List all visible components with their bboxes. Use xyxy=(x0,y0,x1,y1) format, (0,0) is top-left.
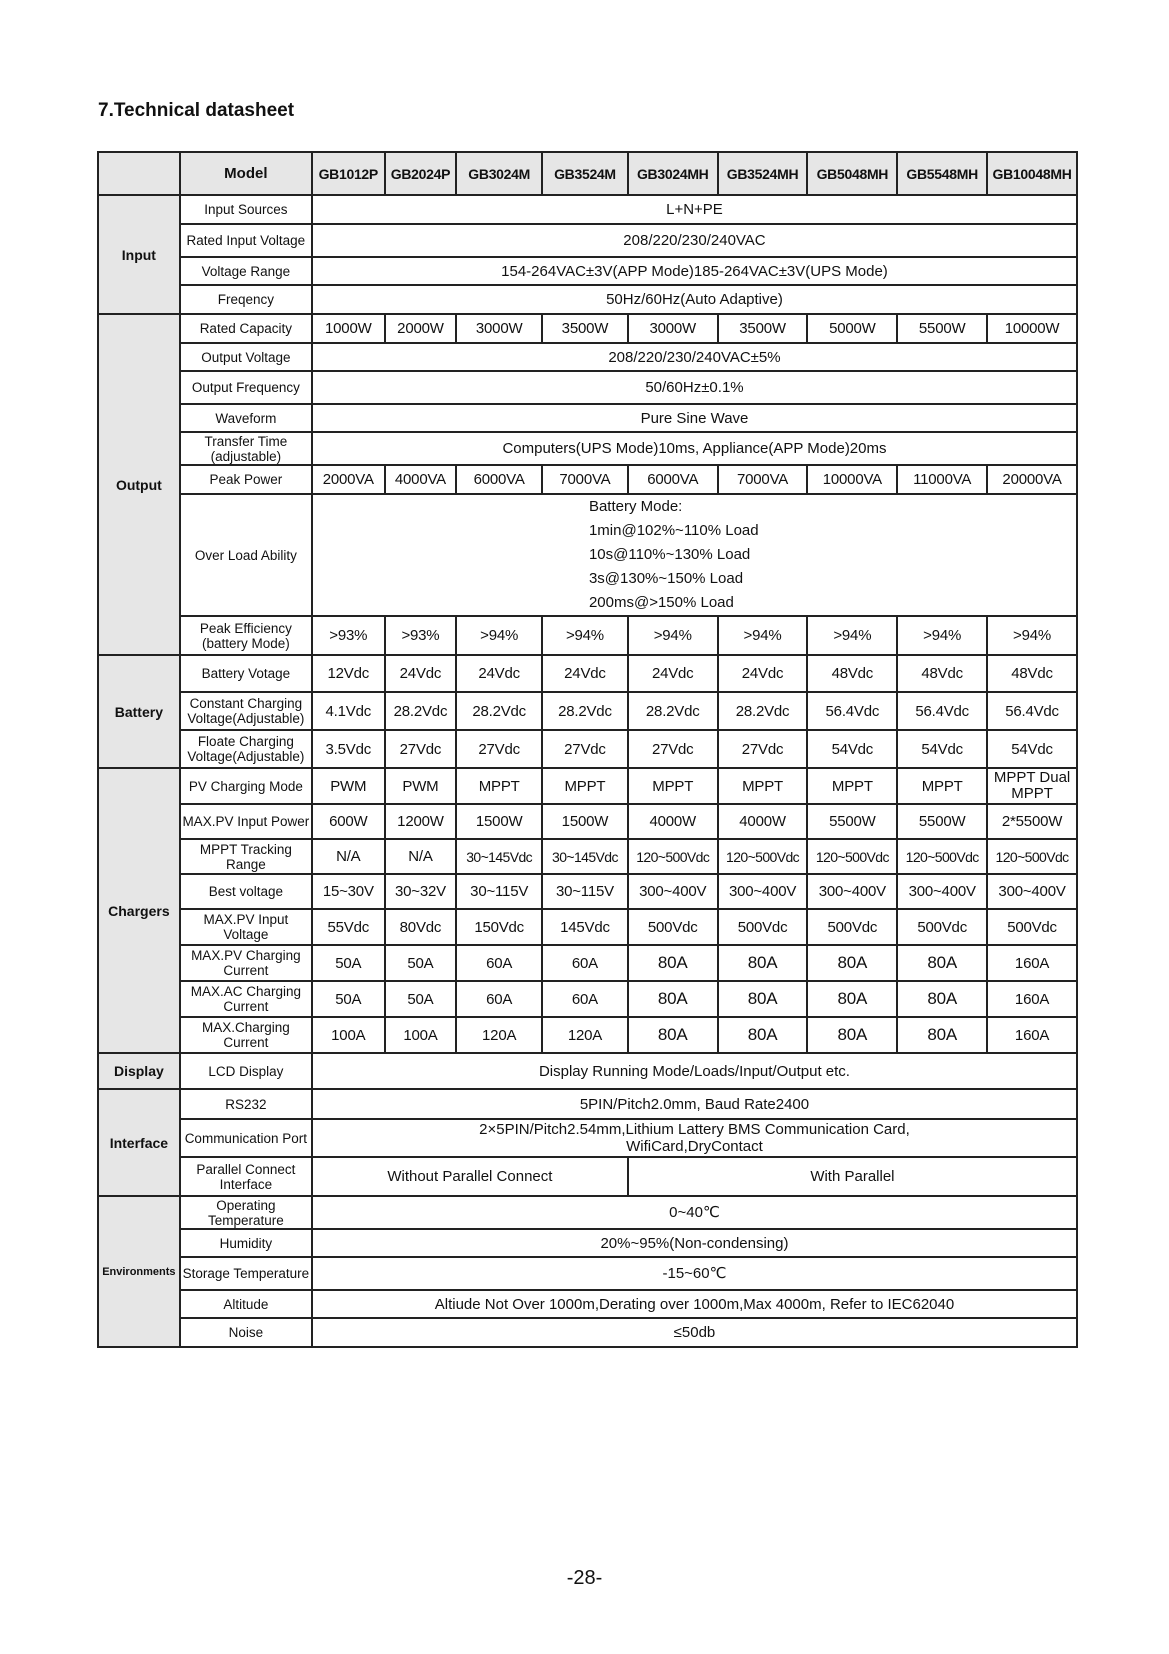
spec-value: 160A xyxy=(987,945,1077,981)
spec-value: 27Vdc xyxy=(542,730,628,768)
spec-value: ≤50db xyxy=(312,1318,1077,1347)
page-number: -28- xyxy=(566,1567,603,1589)
spec-value: 54Vdc xyxy=(807,730,897,768)
spec-value: >94% xyxy=(628,616,718,655)
param-label: MAX.PV Input Power xyxy=(180,804,312,839)
spec-value: Without Parallel Connect xyxy=(312,1157,628,1196)
voltage-range-row xyxy=(98,257,1077,285)
spec-value: 80A xyxy=(718,945,808,981)
param-label: Output Voltage xyxy=(180,343,312,371)
spec-value: 10000W xyxy=(987,314,1077,343)
output-frequency-row xyxy=(98,371,1077,404)
spec-value: >93% xyxy=(312,616,385,655)
rs232-row xyxy=(98,1089,1077,1119)
spec-value: PWM xyxy=(385,768,457,804)
spec-value: 3000W xyxy=(456,314,542,343)
spec-value: 80A xyxy=(718,1017,808,1053)
waveform-row xyxy=(98,404,1077,432)
spec-value: With Parallel xyxy=(628,1157,1077,1196)
spec-value: 5000W xyxy=(807,314,897,343)
comm-line: WifiCard,DryContact xyxy=(626,1138,763,1155)
output-voltage-row xyxy=(98,343,1077,371)
spec-value: 10000VA xyxy=(807,465,897,494)
spec-value: 150Vdc xyxy=(456,909,542,945)
spec-value: 28.2Vdc xyxy=(456,692,542,730)
spec-value: 3500W xyxy=(718,314,808,343)
spec-value: Altiude Not Over 1000m,Derating over 1000m,Max 4000m, Refer to IEC62040 xyxy=(312,1290,1077,1318)
spec-value: 3.5Vdc xyxy=(312,730,385,768)
param-label: Humidity xyxy=(180,1229,312,1257)
param-label: Operating Temperature xyxy=(180,1196,312,1229)
spec-value: 300~400V xyxy=(718,874,808,909)
spec-value: 300~400V xyxy=(628,874,718,909)
spec-value: 208/220/230/240VAC±5% xyxy=(312,343,1077,371)
model-name: GB1012P xyxy=(312,152,385,195)
section-output: Output xyxy=(98,314,180,655)
spec-value: 48Vdc xyxy=(987,655,1077,692)
spec-value: 120A xyxy=(456,1017,542,1053)
constant-charging-row xyxy=(98,692,1077,730)
spec-value: Pure Sine Wave xyxy=(312,404,1077,432)
param-label: Rated Input Voltage xyxy=(180,224,312,257)
spec-value: -15~60℃ xyxy=(312,1257,1077,1290)
param-label: Noise xyxy=(180,1318,312,1347)
param-label: MAX.PV Input Voltage xyxy=(180,909,312,945)
spec-value: 3500W xyxy=(542,314,628,343)
spec-value: 20%~95%(Non-condensing) xyxy=(312,1229,1077,1257)
spec-value: 24Vdc xyxy=(385,655,457,692)
section-interface: Interface xyxy=(98,1089,180,1196)
spec-value: 80A xyxy=(718,981,808,1017)
spec-value: 2*5500W xyxy=(987,804,1077,839)
param-label: Storage Temperature xyxy=(180,1257,312,1290)
param-label: MPPT Tracking Range xyxy=(180,839,312,874)
spec-value: 5PIN/Pitch2.0mm, Baud Rate2400 xyxy=(312,1089,1077,1119)
spec-value: >93% xyxy=(385,616,457,655)
peak-power-row xyxy=(98,465,1077,494)
spec-value: 600W xyxy=(312,804,385,839)
spec-value: MPPT xyxy=(456,768,542,804)
spec-value: 80A xyxy=(807,981,897,1017)
spec-value: MPPT Dual MPPT xyxy=(987,768,1077,804)
spec-value: 5500W xyxy=(897,314,987,343)
spec-value: 5500W xyxy=(897,804,987,839)
spec-value: 50Hz/60Hz(Auto Adaptive) xyxy=(312,285,1077,314)
spec-value: N/A xyxy=(385,839,457,874)
best-voltage-row xyxy=(98,874,1077,909)
over-load-line: 1min@102%~110% Load xyxy=(588,522,759,539)
spec-value: 120~500Vdc xyxy=(628,839,718,874)
spec-value: 2000W xyxy=(385,314,457,343)
spec-value: 27Vdc xyxy=(718,730,808,768)
over-load-line: 200ms@>150% Load xyxy=(588,594,734,611)
spec-value: 7000VA xyxy=(718,465,808,494)
over-load-line: 10s@110%~130% Load xyxy=(588,546,751,563)
spec-value: 48Vdc xyxy=(807,655,897,692)
param-label: Rated Capacity xyxy=(180,314,312,343)
communication-port-row xyxy=(98,1119,1077,1157)
spec-value: 5500W xyxy=(807,804,897,839)
param-label: Over Load Ability xyxy=(180,494,312,616)
spec-value: 30~145Vdc xyxy=(542,839,628,874)
param-label: Voltage Range xyxy=(180,257,312,285)
operating-temperature-row xyxy=(98,1196,1077,1229)
spec-value: N/A xyxy=(312,839,385,874)
model-name: GB5048MH xyxy=(807,152,897,195)
spec-value: 12Vdc xyxy=(312,655,385,692)
spec-value: 60A xyxy=(456,945,542,981)
spec-value: 6000VA xyxy=(456,465,542,494)
section-input: Input xyxy=(98,195,180,314)
spec-value: 28.2Vdc xyxy=(542,692,628,730)
spec-value: 24Vdc xyxy=(542,655,628,692)
spec-value: 300~400V xyxy=(897,874,987,909)
spec-value: 0~40℃ xyxy=(312,1196,1077,1229)
model-header-row xyxy=(98,152,1077,195)
spec-value: >94% xyxy=(987,616,1077,655)
max-pv-input-power-row xyxy=(98,804,1077,839)
param-label: Communication Port xyxy=(180,1119,312,1157)
model-name: GB5548MH xyxy=(897,152,987,195)
header-corner xyxy=(98,152,180,195)
spec-value: 27Vdc xyxy=(385,730,457,768)
param-label: RS232 xyxy=(180,1089,312,1119)
spec-value: 120~500Vdc xyxy=(807,839,897,874)
section-display: Display xyxy=(98,1053,180,1089)
spec-value: >94% xyxy=(718,616,808,655)
param-label: Waveform xyxy=(180,404,312,432)
spec-value: Computers(UPS Mode)10ms, Appliance(APP Mode)20ms xyxy=(312,432,1077,465)
altitude-row xyxy=(98,1290,1077,1318)
spec-value: 30~115V xyxy=(542,874,628,909)
max-charging-current-row xyxy=(98,1017,1077,1053)
spec-value: 24Vdc xyxy=(628,655,718,692)
spec-value: 4.1Vdc xyxy=(312,692,385,730)
parallel-connect-row xyxy=(98,1157,1077,1196)
rated-input-voltage-row xyxy=(98,224,1077,257)
spec-value: 100A xyxy=(312,1017,385,1053)
spec-value: 160A xyxy=(987,1017,1077,1053)
param-label: Input Sources xyxy=(180,195,312,224)
spec-value: 4000W xyxy=(718,804,808,839)
spec-value: 300~400V xyxy=(987,874,1077,909)
technical-datasheet-table xyxy=(97,151,1078,1348)
param-label: Altitude xyxy=(180,1290,312,1318)
spec-value: 30~32V xyxy=(385,874,457,909)
over-load-line: 3s@130%~150% Load xyxy=(588,570,744,587)
section-chargers: Chargers xyxy=(98,768,180,1053)
spec-value: 7000VA xyxy=(542,465,628,494)
param-label: LCD Display xyxy=(180,1053,312,1089)
over-load-ability-row xyxy=(98,494,1077,616)
spec-value: 56.4Vdc xyxy=(987,692,1077,730)
model-name: GB10048MH xyxy=(987,152,1077,195)
spec-value: 28.2Vdc xyxy=(718,692,808,730)
spec-value: 27Vdc xyxy=(456,730,542,768)
param-label: Peak Power xyxy=(180,465,312,494)
param-label: Peak Efficiency (battery Mode) xyxy=(180,616,312,655)
spec-value: 50A xyxy=(312,981,385,1017)
spec-value: 27Vdc xyxy=(628,730,718,768)
spec-value: 80A xyxy=(897,981,987,1017)
page-title: 7.Technical datasheet xyxy=(98,100,295,121)
spec-value: 1200W xyxy=(385,804,457,839)
param-label: Parallel Connect Interface xyxy=(180,1157,312,1196)
spec-value: 500Vdc xyxy=(807,909,897,945)
mppt-tracking-range-row xyxy=(98,839,1077,874)
spec-value: >94% xyxy=(542,616,628,655)
max-pv-input-voltage-row xyxy=(98,909,1077,945)
spec-value: 28.2Vdc xyxy=(628,692,718,730)
lcd-display-row xyxy=(98,1053,1077,1089)
model-name: GB3524MH xyxy=(718,152,808,195)
param-label: MAX.AC Charging Current xyxy=(180,981,312,1017)
param-label: Battery Votage xyxy=(180,655,312,692)
section-battery: Battery xyxy=(98,655,180,768)
param-label: PV Charging Mode xyxy=(180,768,312,804)
spec-value: 80A xyxy=(628,945,718,981)
max-ac-charging-current-row xyxy=(98,981,1077,1017)
spec-value: 120~500Vdc xyxy=(987,839,1077,874)
spec-value: MPPT xyxy=(897,768,987,804)
spec-value: PWM xyxy=(312,768,385,804)
spec-value: L+N+PE xyxy=(312,195,1077,224)
spec-value: 54Vdc xyxy=(987,730,1077,768)
comm-line: 2×5PIN/Pitch2.54mm,Lithium Lattery BMS Communication Card, xyxy=(479,1121,910,1138)
spec-value: 30~115V xyxy=(456,874,542,909)
spec-value: MPPT xyxy=(628,768,718,804)
spec-value: 24Vdc xyxy=(456,655,542,692)
spec-value: 80A xyxy=(628,981,718,1017)
spec-value: 60A xyxy=(456,981,542,1017)
peak-efficiency-row xyxy=(98,616,1077,655)
spec-value: >94% xyxy=(456,616,542,655)
spec-value: 120~500Vdc xyxy=(897,839,987,874)
battery-voltage-row xyxy=(98,655,1077,692)
model-name: GB2024P xyxy=(385,152,457,195)
spec-value: 60A xyxy=(542,981,628,1017)
spec-value: 120A xyxy=(542,1017,628,1053)
spec-value: 500Vdc xyxy=(987,909,1077,945)
spec-value: 1500W xyxy=(456,804,542,839)
spec-value: 500Vdc xyxy=(718,909,808,945)
spec-value: 145Vdc xyxy=(542,909,628,945)
max-pv-charging-current-row xyxy=(98,945,1077,981)
spec-value: 50/60Hz±0.1% xyxy=(312,371,1077,404)
spec-value: 80A xyxy=(807,945,897,981)
param-label: Floate Charging Voltage(Adjustable) xyxy=(180,730,312,768)
model-name: GB3024M xyxy=(456,152,542,195)
spec-value: 4000VA xyxy=(385,465,457,494)
spec-value: 80A xyxy=(897,945,987,981)
spec-value: 1000W xyxy=(312,314,385,343)
freqency-row xyxy=(98,285,1077,314)
spec-value: MPPT xyxy=(718,768,808,804)
spec-value: 160A xyxy=(987,981,1077,1017)
model-name: GB3524M xyxy=(542,152,628,195)
spec-value: 55Vdc xyxy=(312,909,385,945)
spec-value: 50A xyxy=(385,981,457,1017)
param-label: Constant Charging Voltage(Adjustable) xyxy=(180,692,312,730)
spec-value: 30~145Vdc xyxy=(456,839,542,874)
spec-value: 500Vdc xyxy=(897,909,987,945)
param-label: Best voltage xyxy=(180,874,312,909)
spec-value: MPPT xyxy=(807,768,897,804)
spec-value: 56.4Vdc xyxy=(897,692,987,730)
rated-capacity-row xyxy=(98,314,1077,343)
spec-value: 2000VA xyxy=(312,465,385,494)
spec-value: Display Running Mode/Loads/Input/Output etc. xyxy=(312,1053,1077,1089)
param-label: Transfer Time (adjustable) xyxy=(180,432,312,465)
spec-value: 24Vdc xyxy=(718,655,808,692)
spec-value: 54Vdc xyxy=(897,730,987,768)
over-load-lines xyxy=(312,494,1077,616)
storage-temperature-row xyxy=(98,1257,1077,1290)
spec-value: >94% xyxy=(807,616,897,655)
spec-value: 28.2Vdc xyxy=(385,692,457,730)
floate-charging-row xyxy=(98,730,1077,768)
spec-value: 80Vdc xyxy=(385,909,457,945)
spec-value: 1500W xyxy=(542,804,628,839)
spec-value: 60A xyxy=(542,945,628,981)
param-label: Freqency xyxy=(180,285,312,314)
spec-value: 100A xyxy=(385,1017,457,1053)
param-label: MAX.Charging Current xyxy=(180,1017,312,1053)
spec-value: 11000VA xyxy=(897,465,987,494)
spec-value: 3000W xyxy=(628,314,718,343)
spec-value: 4000W xyxy=(628,804,718,839)
spec-value: 20000VA xyxy=(987,465,1077,494)
spec-value: 50A xyxy=(312,945,385,981)
param-label: MAX.PV Charging Current xyxy=(180,945,312,981)
spec-value: 6000VA xyxy=(628,465,718,494)
model-label: Model xyxy=(180,152,312,195)
spec-value: 80A xyxy=(628,1017,718,1053)
spec-value: 120~500Vdc xyxy=(718,839,808,874)
spec-value: MPPT xyxy=(542,768,628,804)
spec-value: >94% xyxy=(897,616,987,655)
humidity-row xyxy=(98,1229,1077,1257)
over-load-line: Battery Mode: xyxy=(588,498,683,515)
spec-value: 300~400V xyxy=(807,874,897,909)
spec-value: 50A xyxy=(385,945,457,981)
model-name: GB3024MH xyxy=(628,152,718,195)
pv-charging-mode-row xyxy=(98,768,1077,804)
input-sources-row xyxy=(98,195,1077,224)
spec-value: 208/220/230/240VAC xyxy=(312,224,1077,257)
transfer-time-row xyxy=(98,432,1077,465)
spec-value: 154-264VAC±3V(APP Mode)185-264VAC±3V(UPS Mode) xyxy=(312,257,1077,285)
spec-value: 500Vdc xyxy=(628,909,718,945)
spec-value: 15~30V xyxy=(312,874,385,909)
spec-value: 56.4Vdc xyxy=(807,692,897,730)
noise-row xyxy=(98,1318,1077,1347)
communication-port-value xyxy=(312,1119,1077,1157)
spec-value: 48Vdc xyxy=(897,655,987,692)
section-environments: Environments xyxy=(98,1196,180,1347)
param-label: Output Frequency xyxy=(180,371,312,404)
spec-value: 80A xyxy=(807,1017,897,1053)
spec-value: 80A xyxy=(897,1017,987,1053)
